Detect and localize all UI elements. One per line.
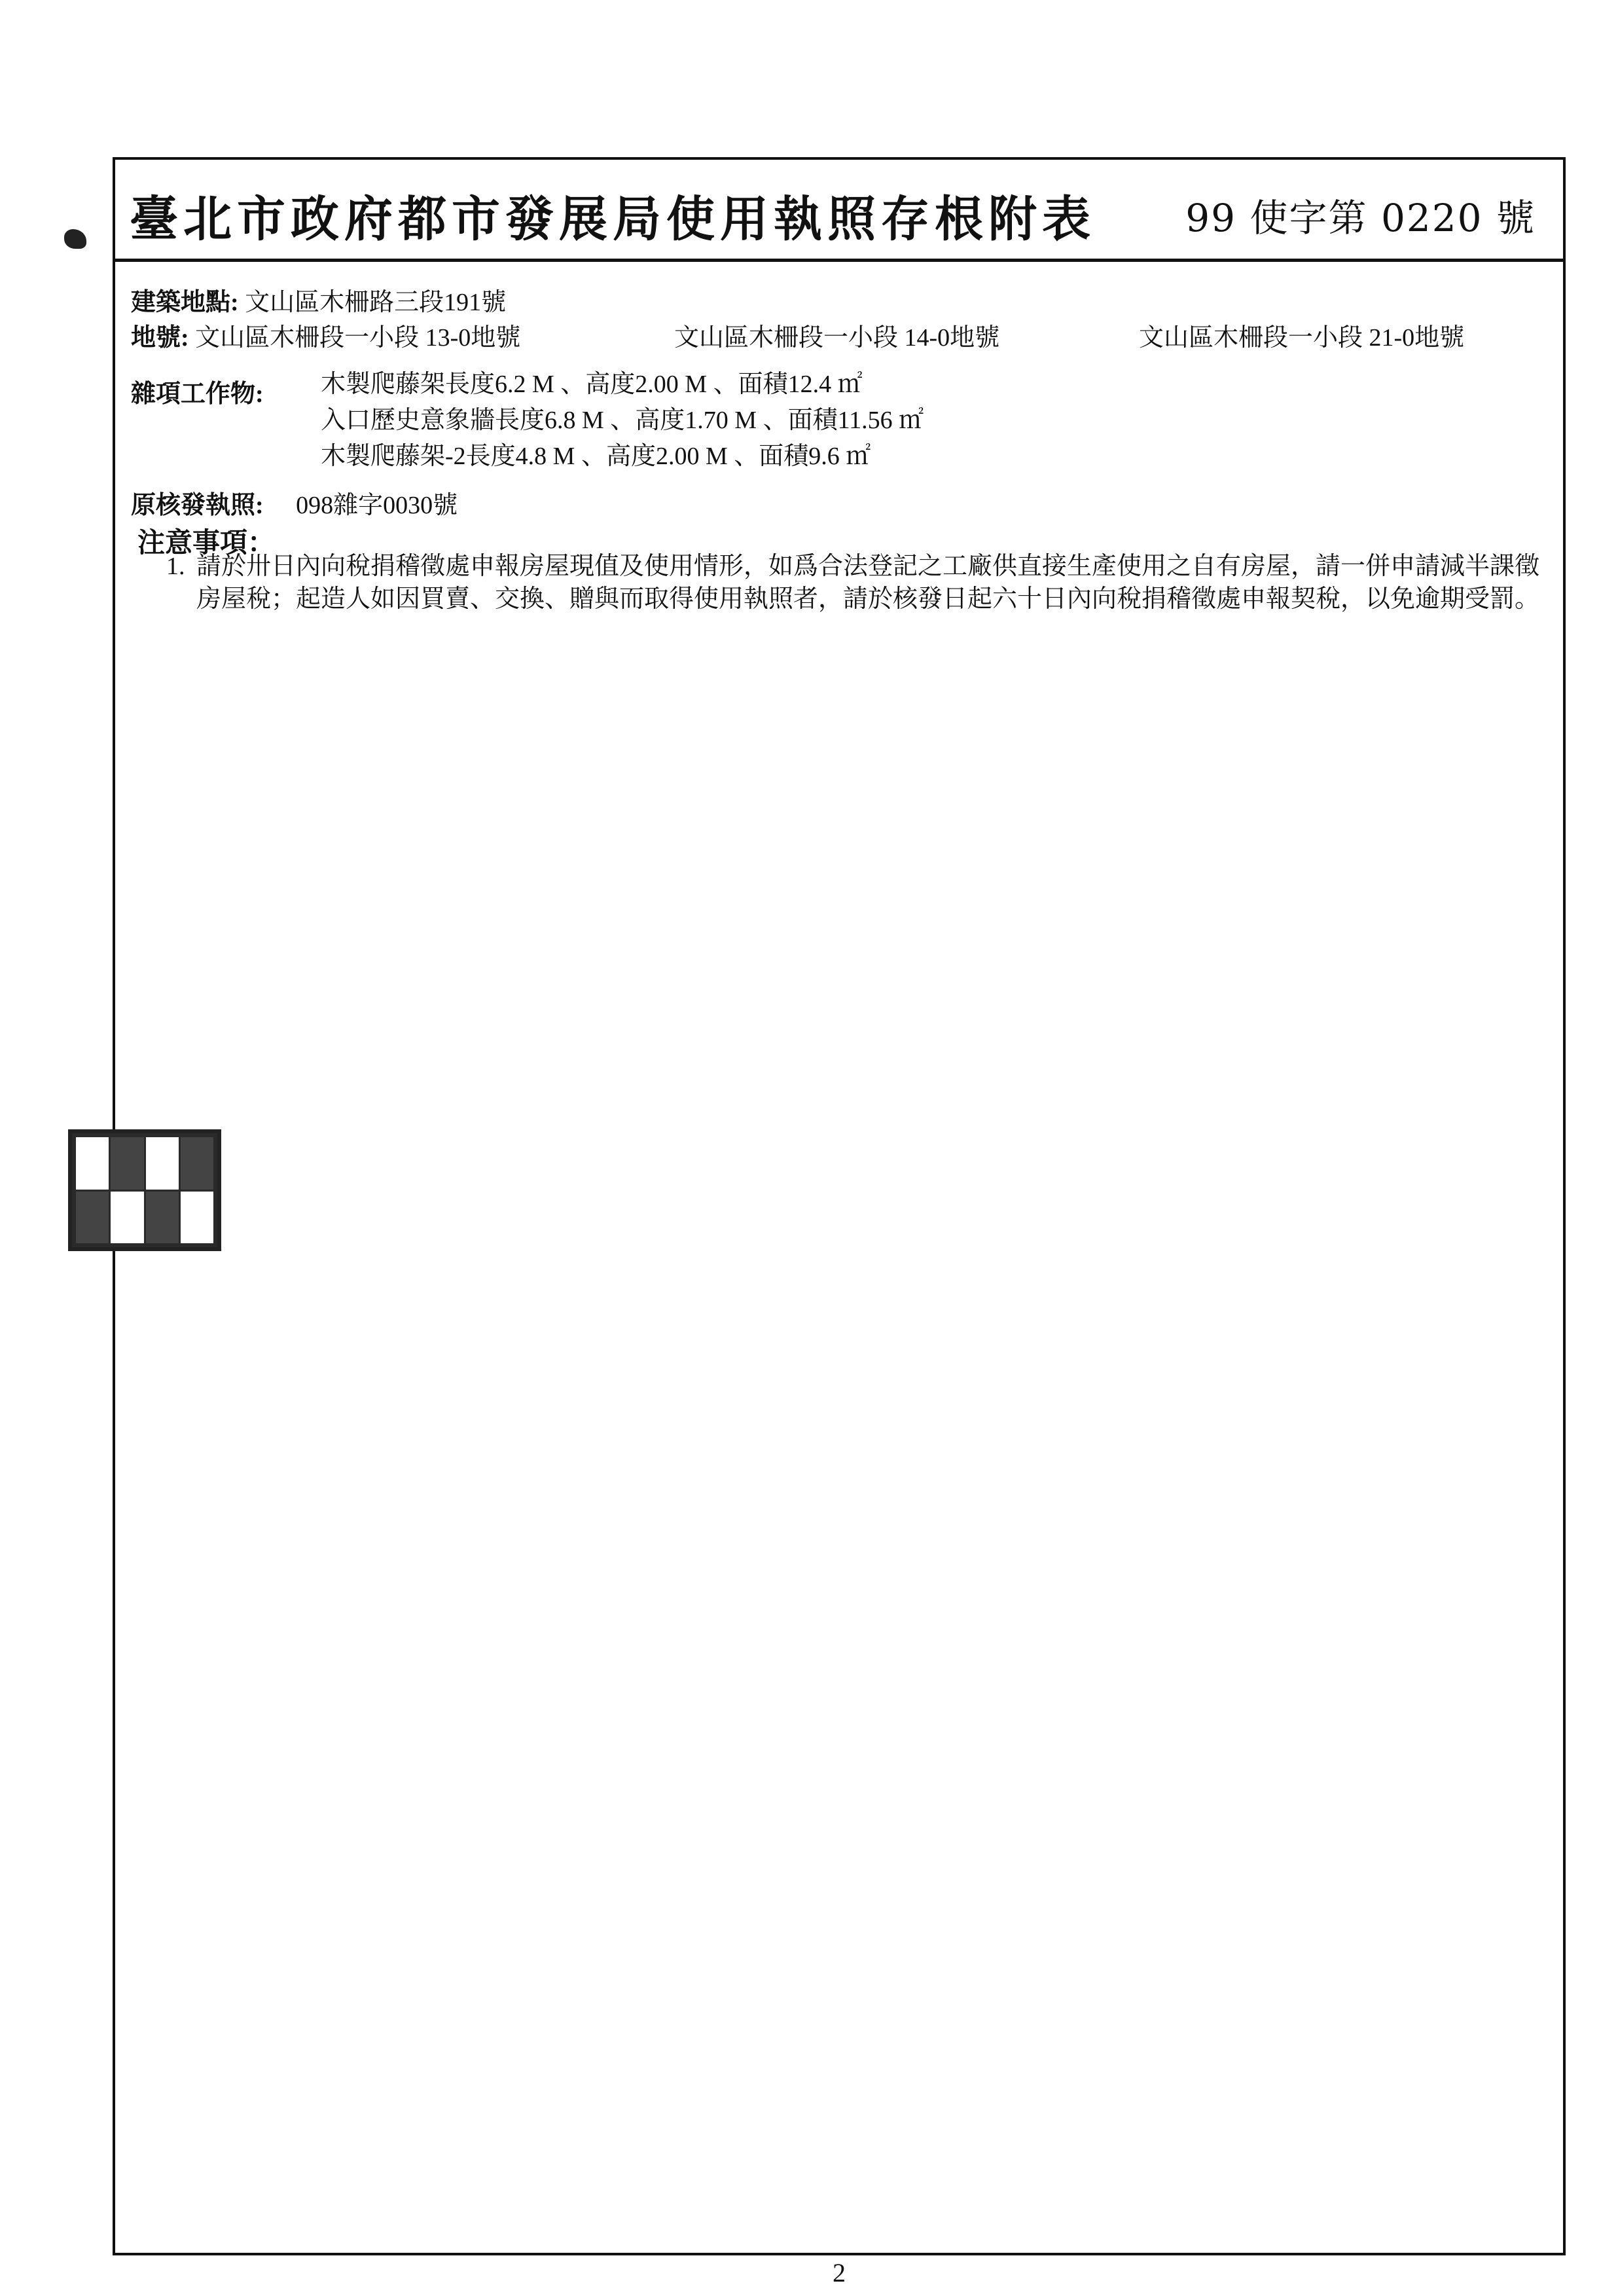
misc-work-item-1: 木製爬藤架長度6.2 M 、高度2.00 M 、面積12.4 ㎡ (321, 371, 863, 398)
note-item-1 (166, 550, 1545, 615)
note-number: 1. (166, 553, 185, 580)
misc-work-item-3: 木製爬藤架-2長度4.8 M 、高度2.00 M 、面積9.6 ㎡ (321, 443, 871, 470)
lot-number-2: 文山區木柵段一小段 14-0地號 (674, 324, 1000, 352)
lot-number-3: 文山區木柵段一小段 21-0地號 (1139, 324, 1465, 352)
misc-work-item-2: 入口歷史意象牆長度6.8 M 、高度1.70 M 、面積11.56 ㎡ (321, 407, 924, 434)
lot-number-label: 地號: (131, 324, 189, 352)
building-site-row (131, 282, 506, 318)
form-title: 臺北市政府都市發展局使用執照存根附表 (130, 191, 1096, 247)
building-site-value: 文山區木柵路三段191號 (245, 289, 507, 316)
official-seal (68, 1129, 221, 1251)
lot-number-1: 文山區木柵段一小段 13-0地號 (195, 324, 521, 352)
form-frame (113, 157, 1566, 2255)
misc-works-label: 雜項工作物: (131, 380, 264, 408)
original-permit-label: 原核發執照: (131, 492, 264, 519)
form-header (115, 157, 1563, 262)
notes-label: 注意事項： (137, 528, 276, 558)
page-number: 2 (833, 2258, 846, 2287)
note-text: 請於卅日內向稅捐稽徵處申報房屋現值及使用情形，如爲合法登記之工廠供直接生產使用之自有房屋，請一併申請減半課徵房屋稅；起造人如因買賣、交換、贈與而取得使用執照者，請於核發日起六十日內向稅捐稽徵處申報契稅，以免逾期受罰。 (196, 553, 1540, 613)
building-site-label: 建築地點: (131, 289, 239, 316)
lot-number-row (131, 317, 520, 353)
scan-mark (64, 229, 86, 249)
original-permit-row (131, 484, 458, 520)
original-permit-value: 098雜字0030號 (296, 492, 458, 519)
permit-number: 99 使字第 0220 號 (1185, 196, 1536, 240)
